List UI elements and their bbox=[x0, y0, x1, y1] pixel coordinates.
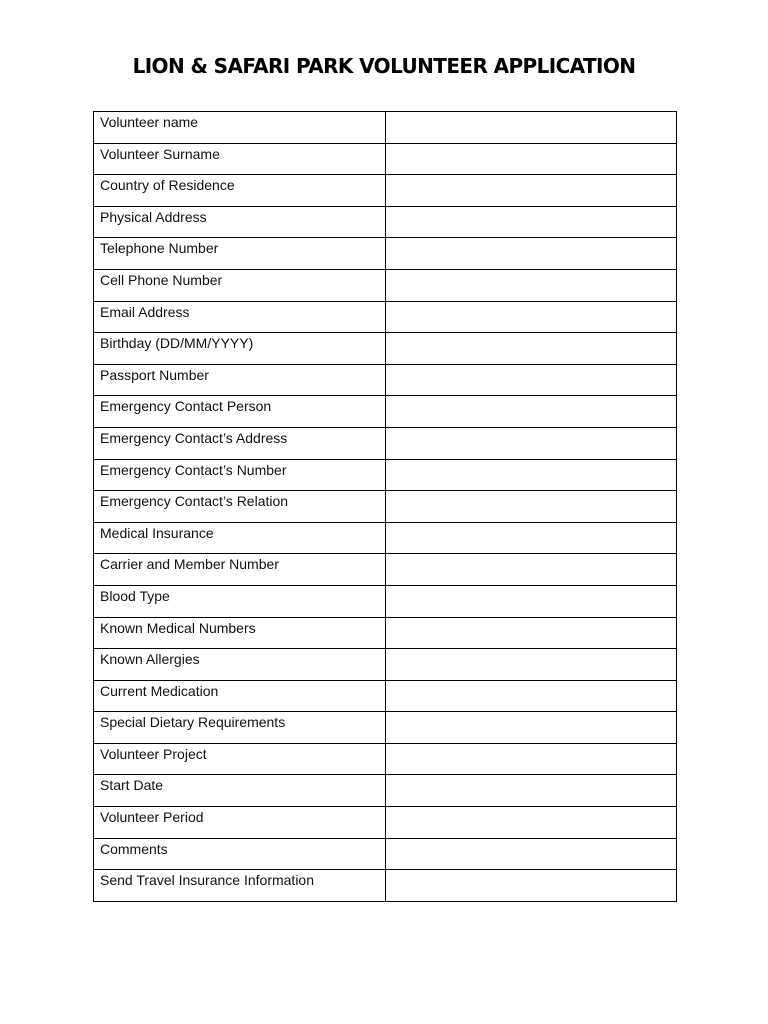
field-value-input[interactable] bbox=[386, 302, 676, 333]
field-value-cell bbox=[386, 459, 677, 491]
table-row bbox=[94, 649, 677, 681]
field-value-cell bbox=[386, 838, 677, 870]
table-row bbox=[94, 775, 677, 807]
field-label: Volunteer Project bbox=[94, 743, 386, 775]
table-row bbox=[94, 364, 677, 396]
table-row bbox=[94, 743, 677, 775]
table-row bbox=[94, 838, 677, 870]
field-label: Start Date bbox=[94, 775, 386, 807]
table-row bbox=[94, 333, 677, 365]
field-value-cell bbox=[386, 396, 677, 428]
field-value-input[interactable] bbox=[386, 428, 676, 459]
field-label: Volunteer name bbox=[94, 112, 386, 144]
table-row bbox=[94, 112, 677, 144]
field-label: Blood Type bbox=[94, 585, 386, 617]
table-row bbox=[94, 269, 677, 301]
field-label: Country of Residence bbox=[94, 175, 386, 207]
field-value-input[interactable] bbox=[386, 112, 676, 143]
form-table-body bbox=[94, 112, 677, 902]
field-value-cell bbox=[386, 112, 677, 144]
field-value-input[interactable] bbox=[386, 238, 676, 269]
table-row bbox=[94, 459, 677, 491]
field-value-input[interactable] bbox=[386, 333, 676, 364]
field-label: Emergency Contact’s Relation bbox=[94, 491, 386, 523]
field-value-cell bbox=[386, 775, 677, 807]
field-label: Current Medication bbox=[94, 680, 386, 712]
field-value-input[interactable] bbox=[386, 744, 676, 775]
field-label: Special Dietary Requirements bbox=[94, 712, 386, 744]
field-value-input[interactable] bbox=[386, 554, 676, 585]
table-row bbox=[94, 238, 677, 270]
table-row bbox=[94, 143, 677, 175]
table-row bbox=[94, 396, 677, 428]
field-value-cell bbox=[386, 712, 677, 744]
table-row bbox=[94, 712, 677, 744]
field-value-input[interactable] bbox=[386, 839, 676, 870]
field-label: Known Medical Numbers bbox=[94, 617, 386, 649]
field-label: Emergency Contact’s Number bbox=[94, 459, 386, 491]
field-label: Emergency Contact’s Address bbox=[94, 427, 386, 459]
field-label: Comments bbox=[94, 838, 386, 870]
field-value-cell bbox=[386, 175, 677, 207]
field-value-input[interactable] bbox=[386, 365, 676, 396]
field-value-input[interactable] bbox=[386, 175, 676, 206]
table-row bbox=[94, 807, 677, 839]
table-row bbox=[94, 617, 677, 649]
field-value-cell bbox=[386, 807, 677, 839]
table-row bbox=[94, 680, 677, 712]
field-label: Email Address bbox=[94, 301, 386, 333]
field-label: Known Allergies bbox=[94, 649, 386, 681]
field-value-input[interactable] bbox=[386, 491, 676, 522]
field-label: Physical Address bbox=[94, 206, 386, 238]
table-row bbox=[94, 554, 677, 586]
field-value-cell bbox=[386, 364, 677, 396]
field-value-input[interactable] bbox=[386, 870, 676, 901]
field-value-input[interactable] bbox=[386, 523, 676, 554]
table-row bbox=[94, 175, 677, 207]
field-value-cell bbox=[386, 522, 677, 554]
field-label: Passport Number bbox=[94, 364, 386, 396]
field-value-cell bbox=[386, 743, 677, 775]
field-label: Carrier and Member Number bbox=[94, 554, 386, 586]
field-label: Medical Insurance bbox=[94, 522, 386, 554]
field-value-cell bbox=[386, 870, 677, 902]
field-value-cell bbox=[386, 554, 677, 586]
table-row bbox=[94, 870, 677, 902]
field-value-input[interactable] bbox=[386, 207, 676, 238]
field-label: Birthday (DD/MM/YYYY) bbox=[94, 333, 386, 365]
table-row bbox=[94, 427, 677, 459]
field-label: Emergency Contact Person bbox=[94, 396, 386, 428]
field-value-cell bbox=[386, 143, 677, 175]
field-value-input[interactable] bbox=[386, 396, 676, 427]
field-value-cell bbox=[386, 649, 677, 681]
field-value-input[interactable] bbox=[386, 681, 676, 712]
field-value-input[interactable] bbox=[386, 775, 676, 806]
field-value-cell bbox=[386, 680, 677, 712]
table-row bbox=[94, 301, 677, 333]
field-value-cell bbox=[386, 427, 677, 459]
field-value-cell bbox=[386, 617, 677, 649]
field-value-input[interactable] bbox=[386, 144, 676, 175]
field-value-cell bbox=[386, 238, 677, 270]
table-row bbox=[94, 206, 677, 238]
field-value-cell bbox=[386, 206, 677, 238]
field-label: Send Travel Insurance Information bbox=[94, 870, 386, 902]
page-title: LION & SAFARI PARK VOLUNTEER APPLICATION bbox=[132, 54, 636, 78]
field-value-input[interactable] bbox=[386, 712, 676, 743]
table-row bbox=[94, 522, 677, 554]
field-value-input[interactable] bbox=[386, 649, 676, 680]
field-value-cell bbox=[386, 491, 677, 523]
application-form-table bbox=[93, 111, 677, 902]
field-label: Telephone Number bbox=[94, 238, 386, 270]
field-value-input[interactable] bbox=[386, 807, 676, 838]
field-label: Volunteer Period bbox=[94, 807, 386, 839]
field-label: Cell Phone Number bbox=[94, 269, 386, 301]
field-value-input[interactable] bbox=[386, 586, 676, 617]
field-value-cell bbox=[386, 301, 677, 333]
field-value-cell bbox=[386, 333, 677, 365]
table-row bbox=[94, 585, 677, 617]
field-value-input[interactable] bbox=[386, 618, 676, 649]
field-value-cell bbox=[386, 269, 677, 301]
field-value-input[interactable] bbox=[386, 270, 676, 301]
field-label: Volunteer Surname bbox=[94, 143, 386, 175]
table-row bbox=[94, 491, 677, 523]
field-value-cell bbox=[386, 585, 677, 617]
field-value-input[interactable] bbox=[386, 460, 676, 491]
